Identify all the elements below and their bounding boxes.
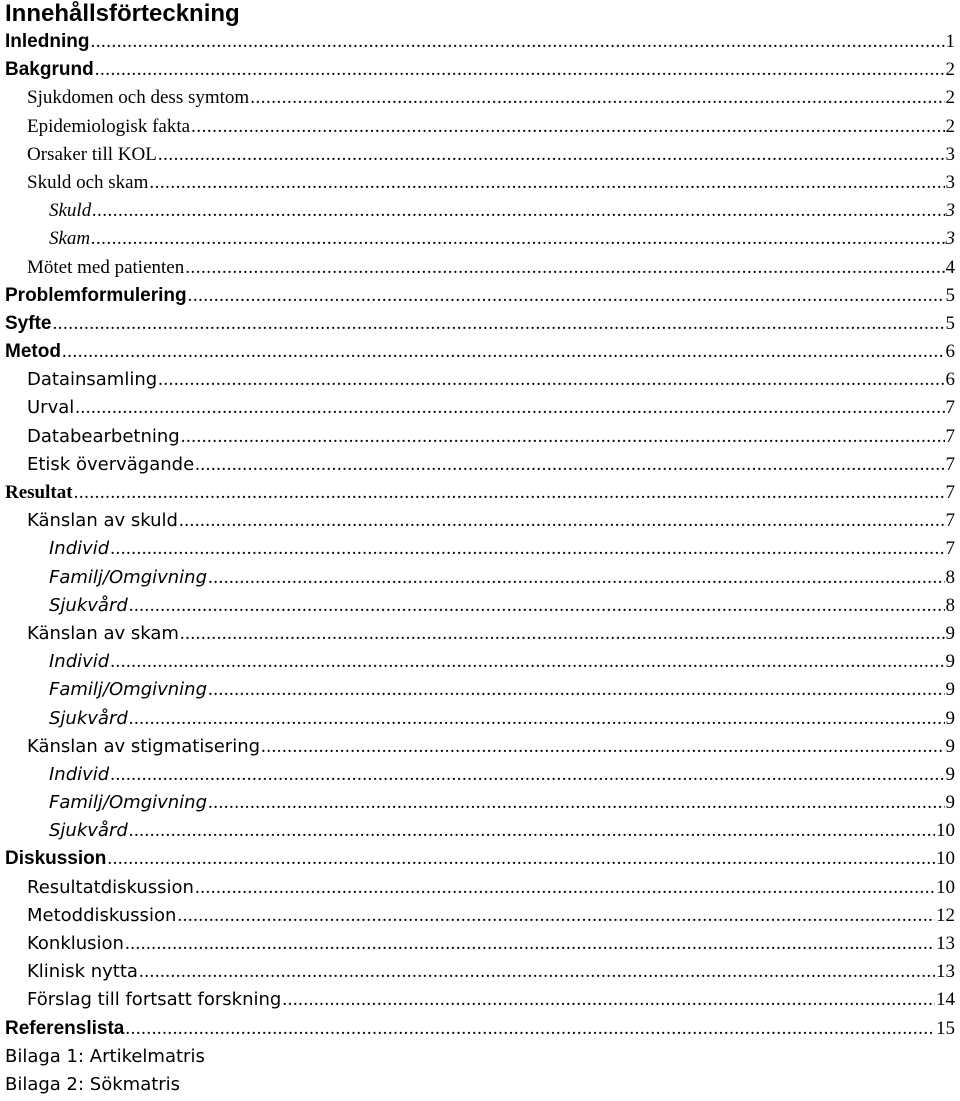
toc-entry[interactable] [5,986,955,1014]
toc-entry[interactable] [5,507,955,535]
toc-entry-label: Känslan av skam [27,622,179,644]
toc-dot-leader [52,310,944,338]
toc-dot-leader [110,648,944,676]
toc-page-number: 6 [945,341,955,363]
toc-dot-leader [181,423,945,451]
toc-entry[interactable] [5,310,955,338]
toc-entry-label: Sjukvård [49,820,128,842]
toc-entry-label: Individ [49,763,110,785]
toc-page-number: 4 [945,256,955,278]
toc-page-number: 1 [945,31,955,52]
toc-entry-label: Sjukvård [49,594,128,616]
toc-dot-leader [208,564,944,592]
toc-page-number: 9 [945,651,955,673]
appendix-item: Bilaga 2: Sökmatris [5,1073,181,1095]
toc-dot-leader [129,592,945,620]
toc-entry[interactable] [5,958,955,986]
toc-list [5,28,955,1043]
toc-entry[interactable] [5,902,955,930]
toc-entry-label: Metoddiskussion [27,904,177,926]
toc-entry-label: Epidemiologisk fakta [27,115,191,137]
toc-page-number: 15 [936,1017,955,1039]
toc-page-number: 10 [936,876,955,898]
toc-page-number: 9 [945,679,955,701]
toc-dot-leader [110,535,944,563]
toc-page-number: 7 [945,425,955,447]
toc-entry-label: Referenslista [5,1017,125,1039]
toc-entry[interactable] [5,84,955,112]
toc-entry-label: Familj/Omgivning [49,566,208,588]
toc-dot-leader [74,479,945,507]
toc-entry[interactable] [5,564,955,592]
toc-entry-label: Individ [49,538,110,560]
toc-dot-leader [177,902,935,930]
toc-dot-leader [75,394,944,422]
toc-dot-leader [282,986,935,1014]
toc-dot-leader [129,705,945,733]
toc-dot-leader [92,197,944,225]
toc-page-number: 7 [945,482,955,503]
toc-dot-leader [107,845,935,873]
toc-page-number: 12 [936,904,955,926]
toc-dot-leader [191,113,944,141]
toc-page-number: 8 [945,594,955,616]
toc-page-number: 5 [945,284,955,306]
toc-page-number: 7 [945,510,955,532]
toc-entry[interactable] [5,817,955,845]
toc-page-number: 13 [936,961,955,983]
toc-entry[interactable] [5,451,955,479]
toc-entry[interactable] [5,705,955,733]
toc-page-number: 2 [945,59,955,81]
toc-page-number: 10 [936,820,955,842]
toc-page-number: 3 [945,143,955,165]
toc-entry[interactable] [5,197,955,225]
toc-entry-label: Urval [27,397,75,419]
toc-entry-label: Sjukvård [49,707,128,729]
toc-entry[interactable] [5,254,955,282]
toc-dot-leader [139,958,935,986]
toc-entry[interactable] [5,141,955,169]
toc-entry-label: Familj/Omgivning [49,792,208,814]
toc-entry[interactable] [5,366,955,394]
toc-page-number: 10 [936,848,955,870]
toc-page-number: 3 [945,228,955,250]
toc-entry-label: Metod [5,341,61,363]
toc-dot-leader [158,366,944,394]
toc-dot-leader [149,169,944,197]
toc-page-number: 9 [945,763,955,785]
toc-page-number: 8 [945,566,955,588]
toc-entry[interactable] [5,394,955,422]
appendix-item: Bilaga 1: Artikelmatris [5,1045,205,1067]
toc-dot-leader [125,930,935,958]
toc-entry[interactable] [5,169,955,197]
toc-page-number: 2 [945,115,955,137]
toc-entry[interactable] [5,338,955,366]
toc-entry-label: Diskussion [5,848,107,870]
toc-entry-label: Resultat [5,482,73,503]
toc-entry[interactable] [5,56,955,84]
toc-dot-leader [261,733,944,761]
toc-dot-leader [180,620,945,648]
toc-entry[interactable] [5,225,955,253]
toc-entry[interactable] [5,845,955,873]
toc-entry-label: Databearbetning [27,425,180,447]
toc-entry[interactable] [5,930,955,958]
toc-entry[interactable] [5,282,955,310]
toc-page-number: 7 [945,397,955,419]
toc-entry[interactable] [5,113,955,141]
toc-dot-leader [125,1015,935,1043]
toc-dot-leader [90,28,944,56]
toc-dot-leader [91,225,944,253]
toc-entry[interactable] [5,479,955,507]
document-page [5,0,955,1099]
toc-page-number: 9 [945,735,955,757]
toc-entry-label: Problemformulering [5,284,187,306]
toc-entry-label: Konklusion [27,933,124,954]
toc-dot-leader [95,56,945,84]
toc-dot-leader [129,817,935,845]
toc-page-number: 13 [936,933,955,954]
toc-entry[interactable] [5,535,955,563]
toc-dot-leader [185,254,944,282]
toc-page-number: 7 [945,538,955,560]
toc-dot-leader [195,451,944,479]
toc-entry-label: Orsaker till KOL [27,143,157,165]
toc-dot-leader [208,676,944,704]
toc-entry[interactable] [5,761,955,789]
toc-dot-leader [188,282,945,310]
toc-entry[interactable] [5,733,955,761]
appendix-list [5,1043,955,1099]
toc-entry[interactable] [5,592,955,620]
toc-entry-label: Skam [49,228,91,250]
toc-page-number: 7 [945,453,955,475]
toc-page-number: 14 [936,989,955,1011]
toc-dot-leader [250,84,944,112]
toc-page-number: 2 [945,87,955,109]
toc-entry-label: Känslan av stigmatisering [27,735,261,757]
toc-dot-leader [158,141,945,169]
toc-page-number: 3 [945,171,955,193]
toc-entry[interactable] [5,28,955,56]
toc-entry-label: Klinisk nytta [27,961,138,983]
toc-entry-label: Skuld och skam [27,171,149,193]
toc-entry-label: Familj/Omgivning [49,679,208,701]
toc-dot-leader [110,761,944,789]
toc-dot-leader [179,507,945,535]
toc-page-number: 6 [945,369,955,391]
toc-entry-label: Etisk övervägande [27,453,195,475]
toc-dot-leader [195,874,935,902]
toc-entry-label: Förslag till fortsatt forskning [27,989,282,1011]
toc-entry-label: Bakgrund [5,59,94,81]
toc-page-number: 3 [945,200,955,222]
toc-entry[interactable] [5,423,955,451]
toc-entry-label: Inledning [5,31,90,52]
toc-entry[interactable] [5,648,955,676]
toc-entry[interactable] [5,1015,955,1043]
toc-dot-leader [62,338,945,366]
toc-page-number: 9 [945,622,955,644]
toc-entry-label: Syfte [5,312,52,334]
toc-entry[interactable] [5,620,955,648]
toc-page-number: 9 [945,707,955,729]
toc-entry-label: Mötet med patienten [27,256,185,278]
toc-entry-label: Resultatdiskussion [27,876,194,898]
toc-entry-label: Datainsamling [27,369,158,391]
toc-page-number: 9 [945,792,955,814]
toc-title: Innehållsförteckning [5,0,240,27]
toc-entry-label: Känslan av skuld [27,510,178,532]
toc-entry[interactable] [5,874,955,902]
toc-entry[interactable] [5,789,955,817]
toc-page-number: 5 [945,312,955,334]
toc-entry[interactable] [5,676,955,704]
toc-entry-label: Skuld [49,200,92,222]
toc-entry-label: Individ [49,651,110,673]
toc-entry-label: Sjukdomen och dess symtom [27,87,250,109]
toc-dot-leader [208,789,944,817]
